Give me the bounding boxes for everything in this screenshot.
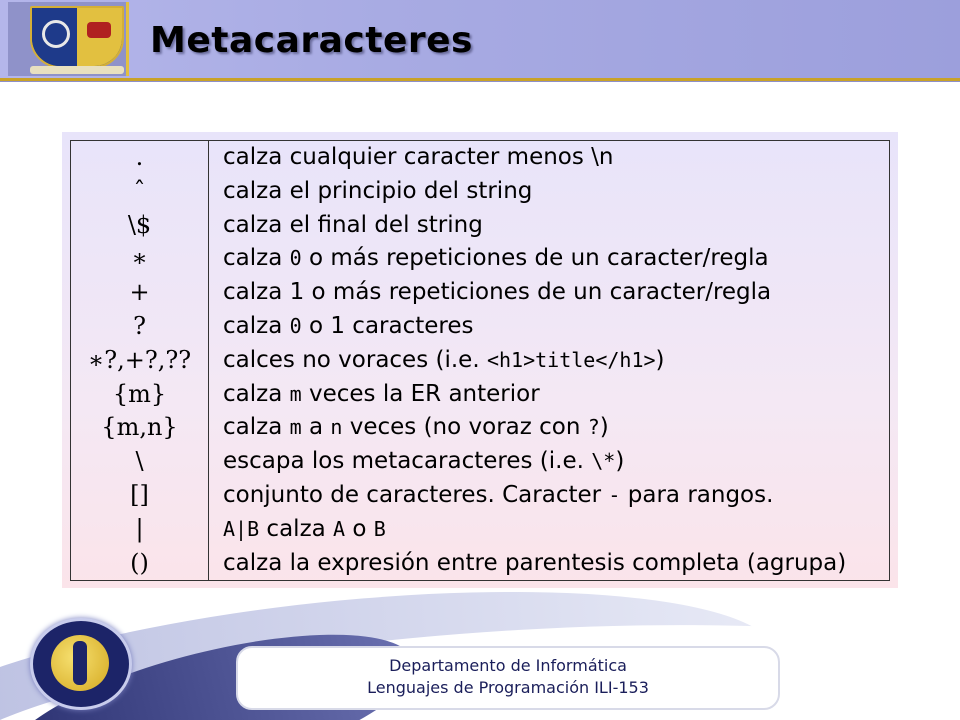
code-text: A|B [223,516,260,541]
table-row [71,445,890,479]
symbol-cell: [] [71,479,209,513]
code-text: 0 [289,313,302,338]
description-cell: calza el final del string [223,211,483,238]
crest-left-field [32,8,77,66]
description-text: calza [223,414,290,441]
table-row [71,209,890,243]
description-text: calza [223,312,290,339]
metacharacter-table [70,140,890,581]
table-row [71,242,890,276]
code-text: <h1>title</h1> [486,347,656,372]
code-text: 0 [289,246,302,271]
description-text: calces no voraces (i.e. [223,346,487,373]
table-row [71,547,890,581]
table-row [71,141,890,175]
code-text: ? [587,415,600,440]
crest-motto-ribbon [30,66,124,74]
table-row [71,175,890,209]
footer-caption-box [236,646,780,710]
department-logo-disc [51,635,109,691]
header-divider-shadow [0,81,960,82]
description-text: ) [615,448,625,475]
description-cell [209,310,890,344]
code-text: n [330,415,343,440]
symbol-cell: ˆ [71,175,209,209]
description-text: para rangos. [620,481,774,508]
symbol-cell: ? [71,310,209,344]
description-text: conjunto de caracteres. Caracter [223,481,609,508]
crest-shield-icon [30,6,124,68]
header-band [0,0,960,78]
description-cell [209,378,890,412]
description-text: ) [599,414,609,441]
code-text: \* [591,449,616,474]
table-row [71,276,890,310]
code-text: m [289,415,302,440]
code-text: A [333,516,346,541]
description-text: calza [223,245,290,272]
symbol-cell: ∗?,+?,?? [71,344,209,378]
description-cell: calza la expresión entre parentesis completa (agrupa) [223,549,847,576]
table-row [71,378,890,412]
department-logo-letter-icon [73,641,87,685]
description-text: calza [223,380,290,407]
crest-right-field [77,8,122,66]
symbol-cell: . [71,141,209,175]
symbol-cell: \$ [71,209,209,243]
table-row [71,310,890,344]
description-text: calza [259,515,334,542]
university-crest-logo [8,2,129,76]
footer-department-text: Departamento de Informática [389,656,627,675]
description-cell [209,242,890,276]
table-row [71,411,890,445]
description-text: ) [655,346,665,373]
symbol-cell: {m} [71,378,209,412]
description-cell [209,479,890,513]
code-text: - [608,482,621,507]
description-text: veces (no voraz con [342,414,588,441]
description-text: o 1 caracteres [301,312,474,339]
symbol-cell: | [71,513,209,547]
description-text: a [301,414,331,441]
table-row [71,479,890,513]
code-text: B [373,516,386,541]
department-logo-icon [30,618,132,710]
description-cell [209,344,890,378]
symbol-cell: {m,n} [71,411,209,445]
description-cell [209,411,890,445]
description-cell [209,513,890,547]
table-row [71,513,890,547]
symbol-cell: \ [71,445,209,479]
symbol-cell: () [71,547,209,581]
description-cell [209,445,890,479]
code-text: m [289,381,302,406]
description-cell: calza 1 o más repeticiones de un caracter/regla [223,279,772,306]
description-cell: calza el principio del string [223,177,533,204]
description-text: veces la ER anterior [301,380,540,407]
description-text: o [345,515,374,542]
page-title: Metacaracteres [150,20,473,61]
description-cell: calza cualquier caracter menos \n [223,144,614,170]
description-text: o más repeticiones de un caracter/regla [301,245,769,272]
description-text: escapa los metacaracteres (i.e. [223,448,592,475]
symbol-cell: ∗ [71,242,209,276]
table-row [71,344,890,378]
footer-course-text: Lenguajes de Programación ILI-153 [367,678,649,697]
symbol-cell: + [71,276,209,310]
